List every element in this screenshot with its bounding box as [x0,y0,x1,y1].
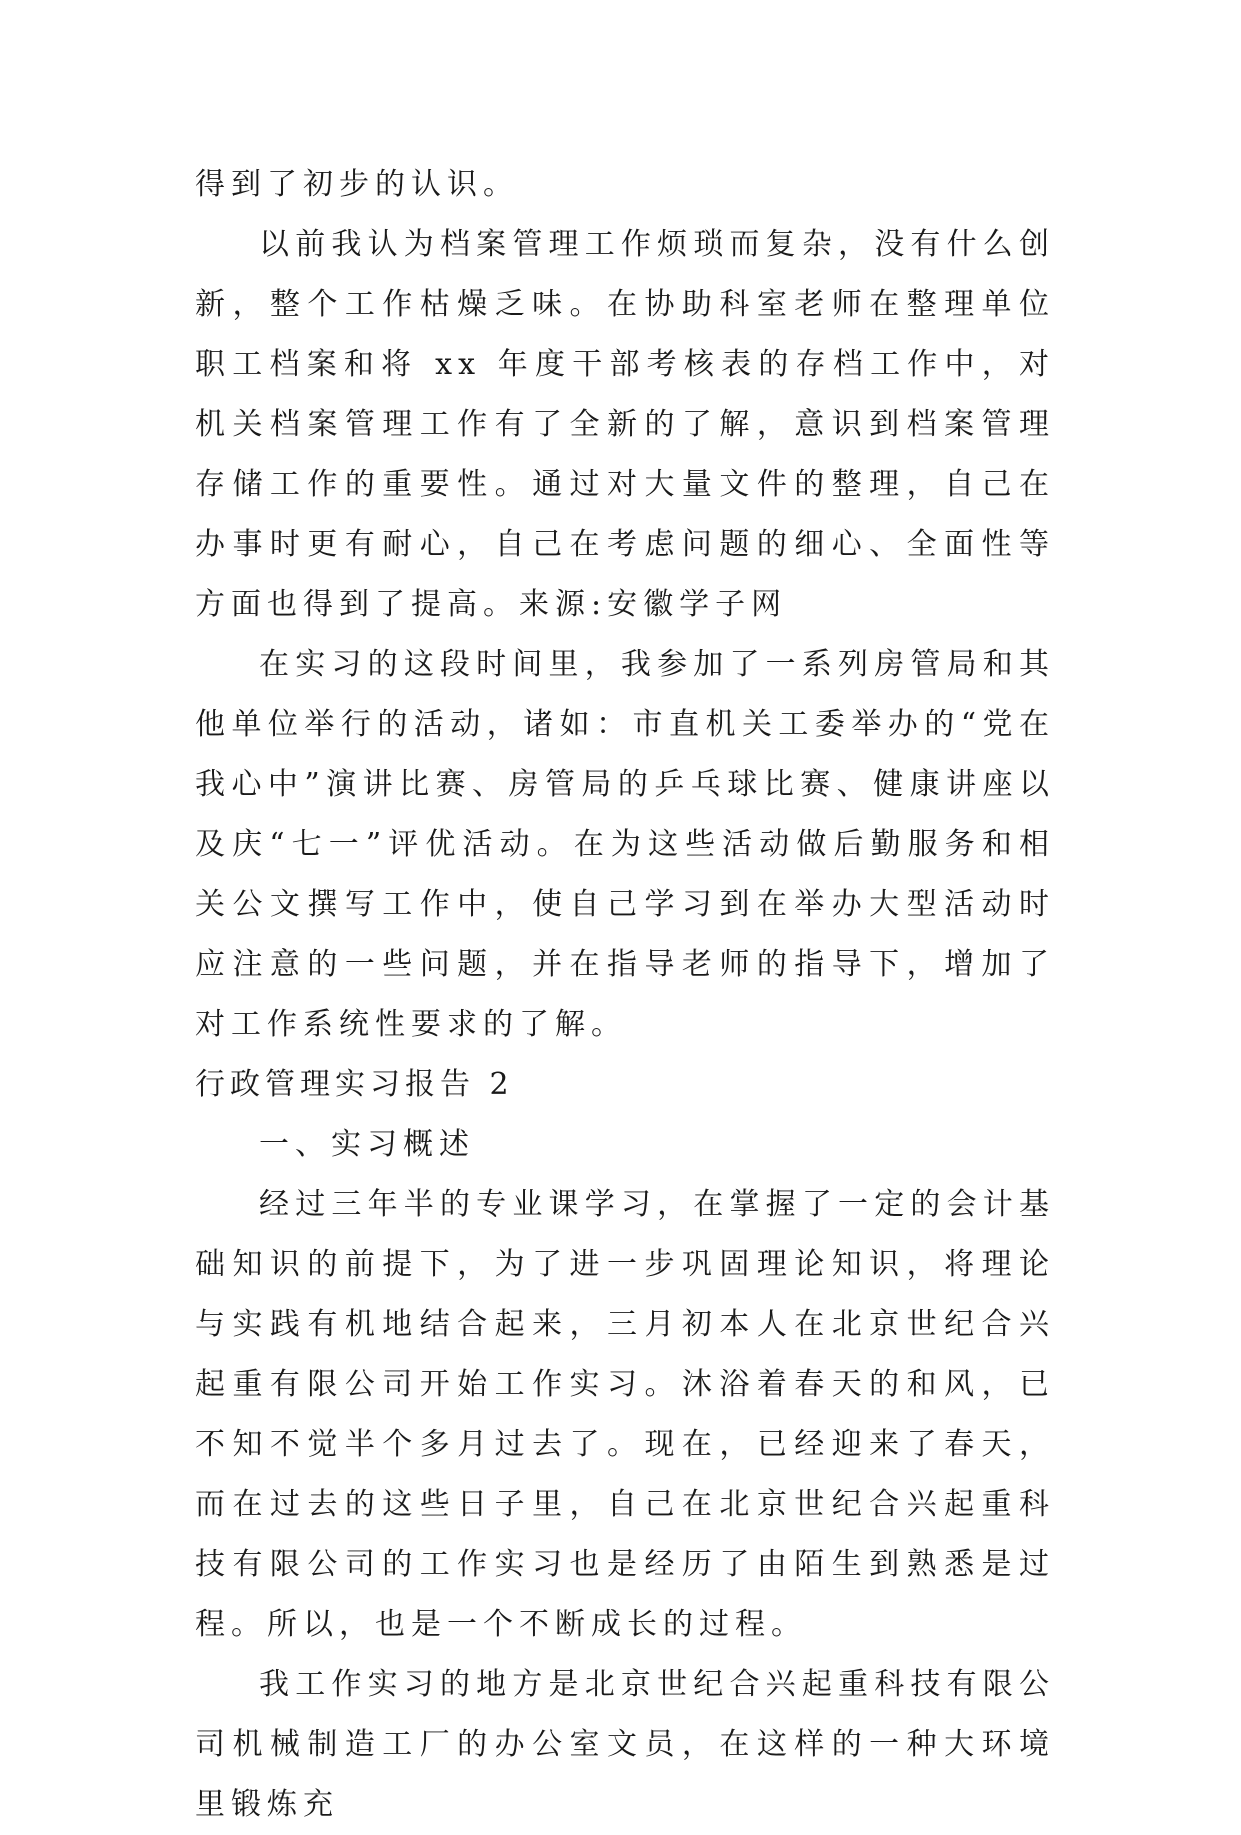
paragraph-activities: 在实习的这段时间里，我参加了一系列房管局和其他单位举行的活动，诸如：市直机关工委举办的“党在我心中”演讲比赛、房管局的乒乓球比赛、健康讲座以及庆“七一”评优活动。在为这些活动做后勤服务和相关公文撰写工作中，使自己学习到在举办大型活动时应注意的一些问题，并在指导老师的指导下，增加了对工作系统性要求的了解。 [195,647,1055,1042]
paragraph-archive-management: 以前我认为档案管理工作烦琐而复杂，没有什么创新，整个工作枯燥乏味。在协助科室老师在整理单位职工档案和将 xx 年度干部考核表的存档工作中，对机关档案管理工作有了全新的了解，意识到档案管理存储工作的重要性。通过对大量文件的整理，自己在办事时更有耐心，自己在考虑问题的细心、全面性等方面也得到了提高。来源:安徽学子网 [195,227,1055,622]
document-body [195,155,1055,1835]
paragraph-workplace: 我工作实习的地方是北京世纪合兴起重科技有限公司机械制造工厂的办公室文员，在这样的一种大环境里锻炼充 [195,1667,1055,1822]
paragraph-continuation: 得到了初步的认识。 [195,167,519,202]
section-title: 行政管理实习报告 2 [195,1067,514,1102]
paragraph-internship-overview: 经过三年半的专业课学习，在掌握了一定的会计基础知识的前提下，为了进一步巩固理论知识，将理论与实践有机地结合起来，三月初本人在北京世纪合兴起重有限公司开始工作实习。沐浴着春天的和风，已不知不觉半个多月过去了。现在，已经迎来了春天，而在过去的这些日子里，自己在北京世纪合兴起重科技有限公司的工作实习也是经历了由陌生到熟悉是过程。所以，也是一个不断成长的过程。 [195,1187,1055,1642]
subsection-title: 一、实习概述 [259,1127,475,1162]
